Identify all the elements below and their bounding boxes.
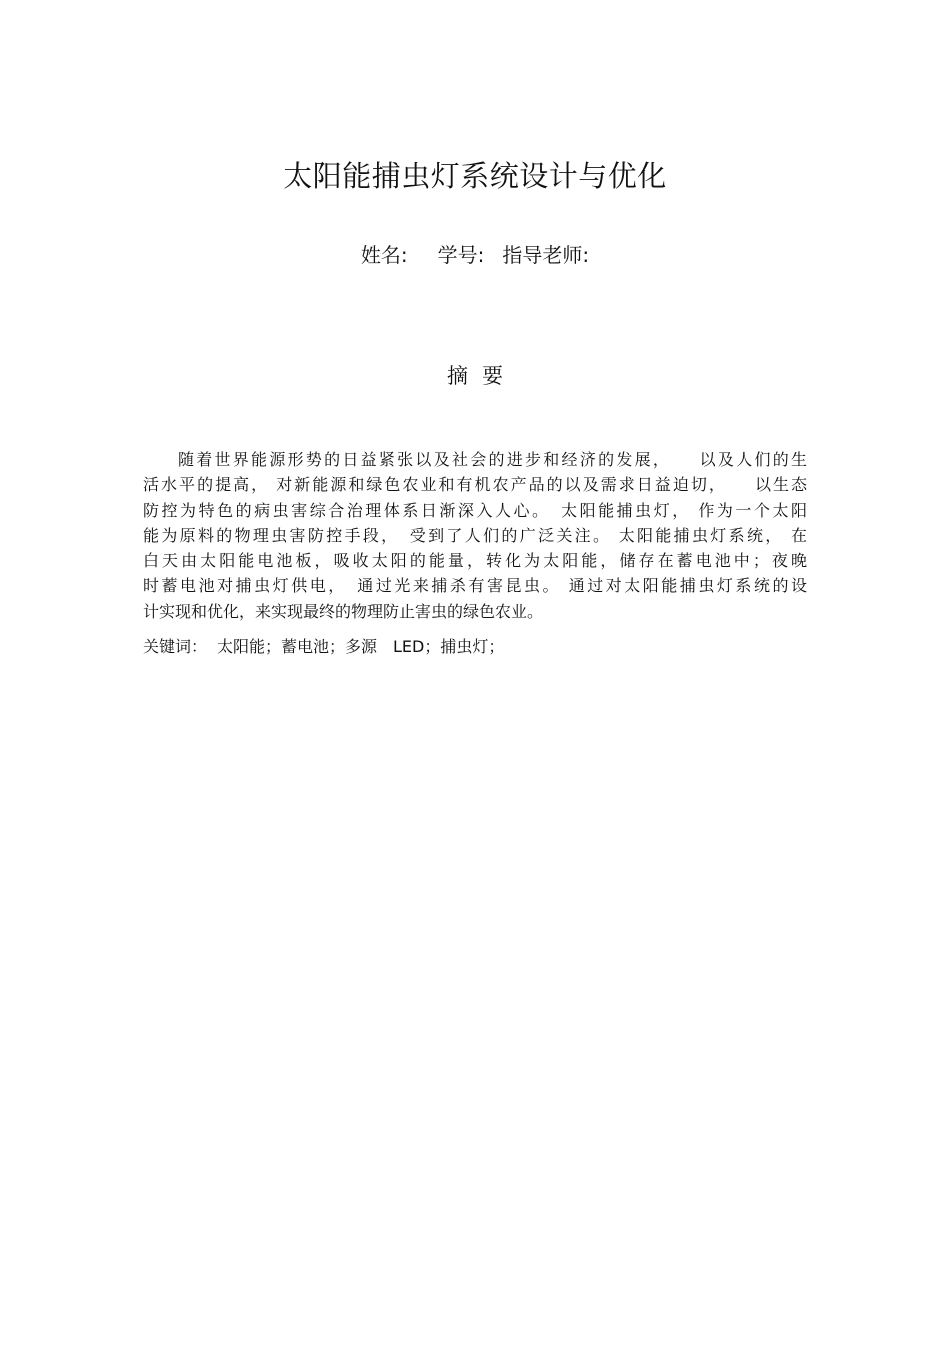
keywords-line	[143, 634, 807, 660]
abstract-line: 防控为特色的病虫害综合治理体系日渐深入人心。 太阳能捕虫灯， 作为一个太阳	[143, 500, 807, 520]
advisor-label: 指导老师:	[502, 243, 590, 267]
abstract-line: 时蓄电池对捕虫灯供电， 通过光来捕杀有害昆虫。 通过对太阳能捕虫灯系统的设	[143, 576, 807, 596]
abstract-line: 随着世界能源形势的日益紧张以及社会的进步和经济的发展， 以及人们的生	[178, 450, 807, 469]
abstract-line: 计实现和优化，来实现最终的物理防止害虫的绿色农业。	[143, 601, 544, 621]
abstract-body	[143, 447, 807, 624]
keywords-text: 太阳能；蓄电池；多源 LED；捕虫灯；	[217, 637, 505, 656]
document-title: 太阳能捕虫灯系统设计与优化	[283, 159, 667, 193]
author-info-line	[0, 240, 950, 270]
abstract-heading: 摘要	[447, 364, 517, 388]
abstract-line: 能为原料的物理虫害防控手段， 受到了人们的广泛关注。 太阳能捕虫灯系统， 在	[143, 525, 807, 545]
abstract-line: 活水平的提高， 对新能源和绿色农业和有机农产品的以及需求日益迫切， 以生态	[143, 475, 807, 495]
abstract-line: 白天由太阳能电池板，吸收太阳的能量，转化为太阳能，储存在蓄电池中；夜晚	[143, 551, 807, 571]
name-label: 姓名:	[360, 243, 408, 267]
student-id-label: 学号:	[437, 243, 485, 267]
keywords-label: 关键词：	[143, 637, 208, 656]
